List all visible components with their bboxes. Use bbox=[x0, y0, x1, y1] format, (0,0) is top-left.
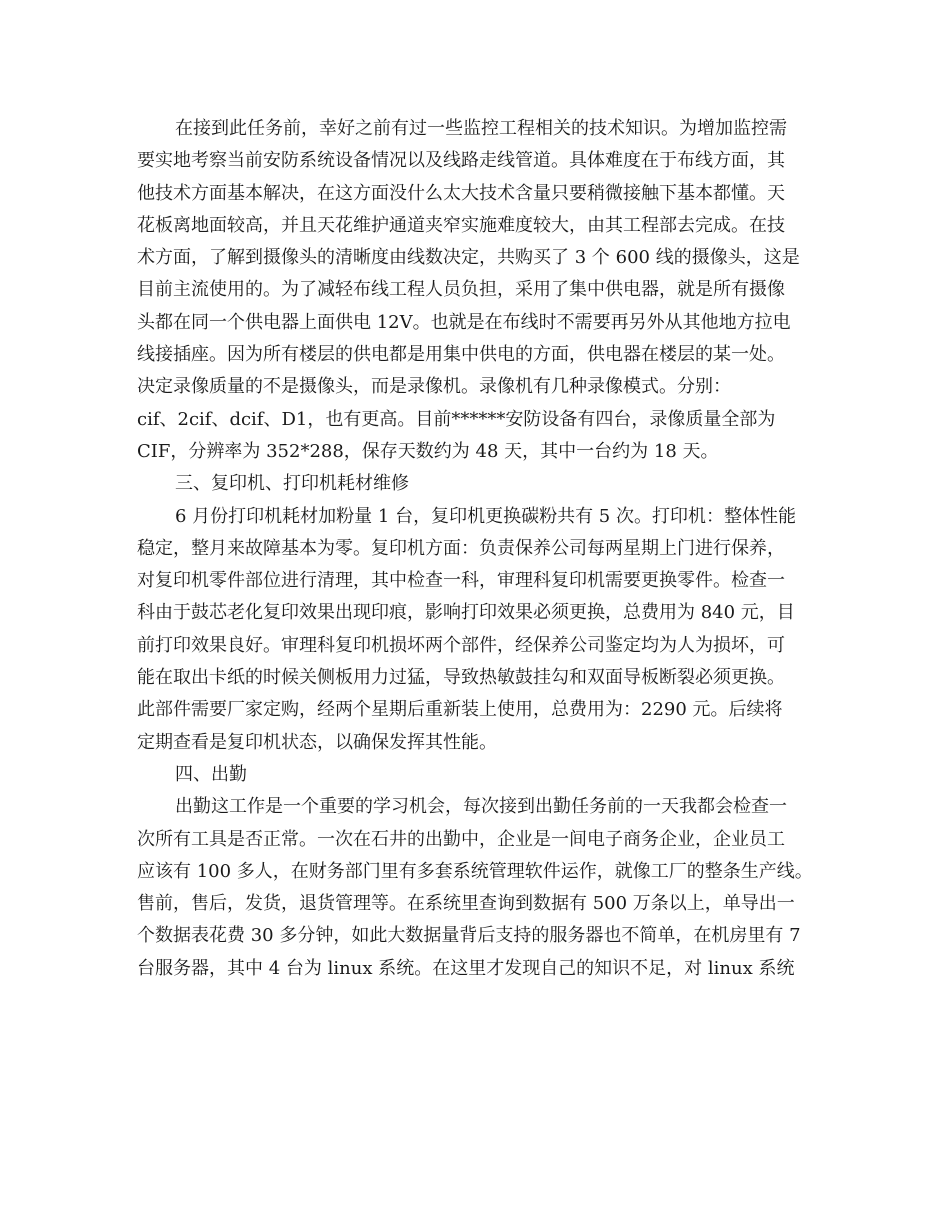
document-line: 次所有工具是否正常。一次在石井的出勤中，企业是一间电子商务企业，企业员工 bbox=[137, 828, 785, 850]
document-line: 在接到此任务前，幸好之前有过一些监控工程相关的技术知识。为增加监控需 bbox=[175, 118, 787, 139]
document-line: 此部件需要厂家定购，经两个星期后重新装上使用，总费用为：2290 元。后续将 bbox=[137, 699, 783, 721]
document-line: 四、出勤 bbox=[175, 763, 247, 785]
document-line: 对复印机零件部位进行清理，其中检查一科，审理科复印机需要更换零件。检查一 bbox=[137, 570, 785, 592]
document-line: 目前主流使用的。为了减轻布线工程人员负担，采用了集中供电器，就是所有摄像 bbox=[137, 279, 785, 301]
document-line: cif、2cif、dcif、D1，也有更高。目前******安防设备有四台，录像质量全部为 bbox=[137, 408, 776, 430]
document-line: 头都在同一个供电器上面供电 12V。也就是在布线时不需要再另外从其他地方拉电 bbox=[137, 311, 791, 333]
document-body bbox=[137, 113, 827, 985]
document-line: 售前，售后，发货，退货管理等。在系统里查询到数据有 500 万条以上，单导出一 bbox=[137, 893, 795, 915]
document-line: 术方面，了解到摄像头的清晰度由线数决定，共购买了 3 个 600 线的摄像头，这是 bbox=[137, 247, 800, 269]
document-line: 台服务器，其中 4 台为 linux 系统。在这里才发现自己的知识不足，对 linux 系统 bbox=[137, 957, 795, 979]
document-line: 定期查看是复印机状态，以确保发挥其性能。 bbox=[137, 731, 497, 753]
document-line: 要实地考察当前安防系统设备情况以及线路走线管道。具体难度在于布线方面，其 bbox=[137, 150, 785, 172]
document-line: 三、复印机、打印机耗材维修 bbox=[175, 473, 409, 495]
document-line: 稳定，整月来故障基本为零。复印机方面：负责保养公司每两星期上门进行保养， bbox=[137, 537, 785, 559]
document-line: 决定录像质量的不是摄像头，而是录像机。录像机有几种录像模式。分别： bbox=[137, 376, 731, 398]
document-line: 前打印效果良好。审理科复印机损坏两个部件，经保养公司鉴定均为人为损坏，可 bbox=[137, 634, 785, 656]
document-line: 能在取出卡纸的时候关侧板用力过猛，导致热敏鼓挂勾和双面导板断裂必须更换。 bbox=[137, 667, 785, 689]
document-line: 个数据表花费 30 多分钟，如此大数据量背后支持的服务器也不简单，在机房里有 7 bbox=[137, 925, 801, 947]
document-line: CIF，分辨率为 352*288，保存天数约为 48 天，其中一台约为 18 天。 bbox=[137, 440, 719, 462]
document-line: 6 月份打印机耗材加粉量 1 台，复印机更换碳粉共有 5 次。打印机：整体性能 bbox=[175, 505, 796, 527]
document-line: 出勤这工作是一个重要的学习机会，每次接到出勤任务前的一天我都会检查一 bbox=[175, 796, 787, 818]
document-line: 应该有 100 多人，在财务部门里有多套系统管理软件运作，就像工厂的整条生产线。 bbox=[137, 860, 813, 882]
document-line: 线接插座。因为所有楼层的供电都是用集中供电的方面，供电器在楼层的某一处。 bbox=[137, 344, 785, 366]
document-line: 科由于鼓芯老化复印效果出现印痕，影响打印效果必须更换，总费用为 840 元，目 bbox=[137, 602, 795, 624]
document-line: 他技术方面基本解决，在这方面没什么太大技术含量只要稍微接触下基本都懂。天 bbox=[137, 182, 785, 204]
document-line: 花板离地面较高，并且天花维护通道夹窄实施难度较大，由其工程部去完成。在技 bbox=[137, 214, 785, 236]
